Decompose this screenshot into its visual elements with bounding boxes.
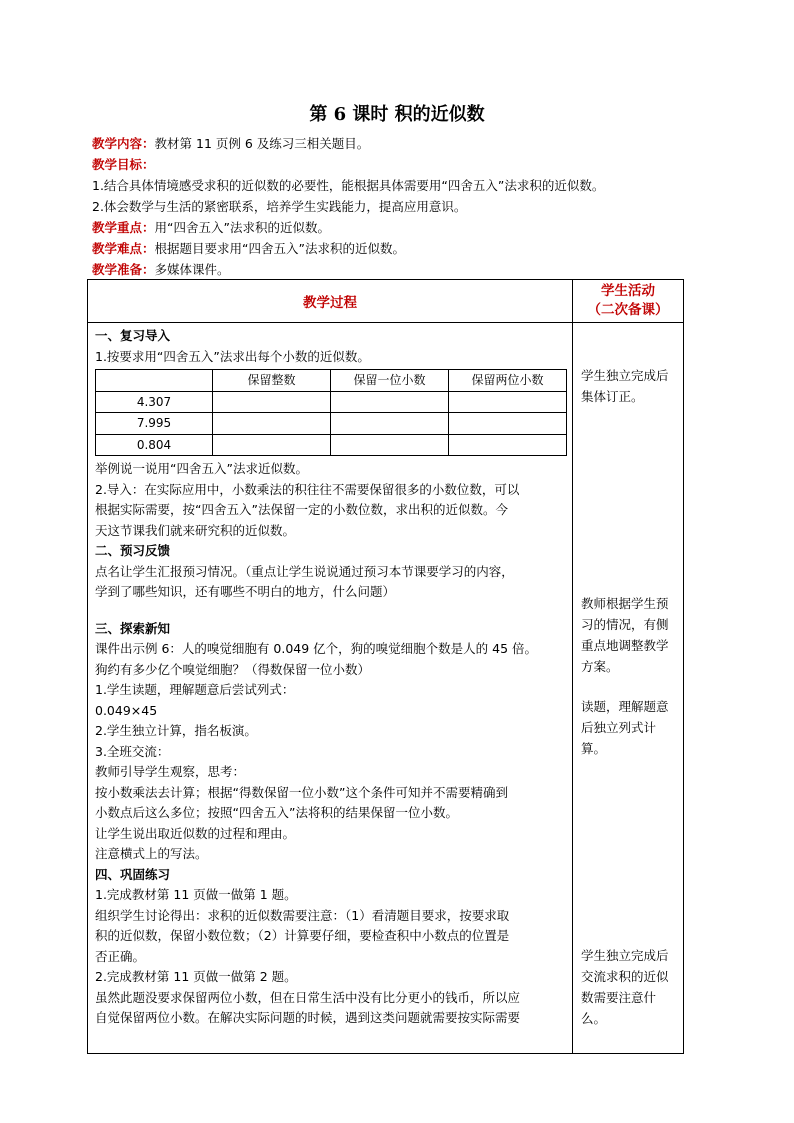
explore-line3: 1.学生读题，理解题意后尝试列式：	[95, 682, 295, 697]
review-line4: 根据实际需要，按“四舍五入”法保留一定的小数位数，求出积的近似数。今	[95, 502, 508, 517]
rounding-blank-cell	[449, 413, 567, 435]
rounding-header-cell: 保留一位小数	[331, 370, 449, 392]
practice-heading: 四、巩固练习	[95, 866, 171, 882]
process-content	[88, 323, 572, 1029]
rounding-blank-cell	[213, 434, 331, 456]
rounding-blank-cell	[331, 391, 449, 413]
side-note-3: 读题，理解题意后独立列式计算。	[581, 699, 669, 756]
rounding-header-cell	[96, 370, 213, 392]
review-line3: 2.导入：在实际应用中，小数乘法的积往往不需要保留很多的小数位数，可以	[95, 481, 520, 497]
practice-line7: 自觉保留两位小数。在解决实际问题的时候，遇到这类问题就需要按实际需要	[95, 1010, 521, 1025]
header-process: 教学过程	[88, 280, 573, 323]
preview-line1: 点名让学生汇报预习情况。（重点让学生说说通过预习本节课要学习的内容，	[95, 563, 514, 579]
rounding-header-cell: 保留两位小数	[449, 370, 567, 392]
meta-difficulty	[92, 239, 692, 258]
table-row	[96, 413, 567, 435]
key-label: 教学重点：	[92, 220, 155, 235]
rounding-blank-cell	[213, 413, 331, 435]
explore-line1: 课件出示例 6：人的嗅觉细胞有 0.049 亿个，狗的嗅觉细胞个数是人的 45 倍。	[95, 641, 538, 656]
meta-goal-1: 1.结合具体情境感受求积的近似数的必要性，能根据具体需要用“四舍五入”法求积的近似数。	[92, 178, 605, 193]
side-note-2: 教师根据学生预习的情况，有侧重点地调整教学方案。	[581, 596, 669, 674]
rounding-row-value: 7.995	[96, 413, 213, 435]
meta-content	[92, 134, 692, 153]
rounding-row-value: 0.804	[96, 434, 213, 456]
explore-line4: 0.049×45	[95, 702, 158, 718]
practice-line6: 虽然此题没要求保留两位小数，但在日常生活中没有比分更小的钱币，所以应	[95, 989, 521, 1005]
rounding-blank-cell	[331, 434, 449, 456]
explore-line9: 小数点后这么多位；按照“四舍五入”法将积的结果保留一位小数。	[95, 805, 458, 820]
side-note-4: 学生独立完成后交流求积的近似数需要注意什么。	[581, 948, 669, 1026]
process-cell	[88, 323, 573, 1054]
rounding-blank-cell	[213, 391, 331, 413]
preview-line2: 学到了哪些知识，还有哪些不明白的地方，什么问题）	[95, 584, 396, 599]
header-activity	[573, 280, 684, 323]
lesson-table	[87, 279, 684, 1054]
activity-cell	[573, 323, 684, 1054]
meta-goal-2: 2.体会数学与生活的紧密联系，培养学生实践能力，提高应用意识。	[92, 199, 467, 214]
goal-label: 教学目标：	[92, 157, 155, 172]
content-label: 教学内容：	[92, 136, 155, 151]
header-activity-line1: 学生活动	[601, 283, 655, 299]
meta-goal-label	[92, 155, 692, 174]
key-text: 用“四舍五入”法求积的近似数。	[154, 220, 330, 235]
rounding-blank-cell	[331, 413, 449, 435]
rounding-table-header	[96, 370, 567, 392]
preview-heading: 二、预习反馈	[95, 543, 171, 558]
explore-line7: 教师引导学生观察，思考：	[95, 764, 246, 779]
review-line5: 天这节课我们就来研究积的近似数。	[95, 522, 296, 538]
rounding-blank-cell	[449, 434, 567, 456]
spacer	[95, 603, 566, 619]
side-note-1: 学生独立完成后集体订正。	[581, 368, 669, 404]
explore-line10: 让学生说出取近似数的过程和理由。	[95, 825, 296, 841]
table-row	[96, 391, 567, 413]
meta-prep	[92, 260, 692, 279]
review-line1: 1.按要求用“四舍五入”法求出每个小数的近似数。	[95, 348, 370, 364]
explore-line8: 按小数乘法去计算；根据“得数保留一位小数”这个条件可知并不需要精确到	[95, 784, 508, 800]
explore-line6: 3.全班交流：	[95, 743, 170, 759]
table-row	[96, 434, 567, 456]
header-activity-line2: （二次备课）	[587, 302, 669, 318]
explore-line5: 2.学生独立计算，指名板演。	[95, 723, 257, 738]
review-heading: 一、复习导入	[95, 328, 171, 343]
difficulty-label: 教学难点：	[92, 241, 155, 256]
rounding-blank-cell	[449, 391, 567, 413]
page-title: 第 6 课时 积的近似数	[309, 104, 485, 125]
review-line2: 举例说一说用“四舍五入”法求近似数。	[95, 461, 308, 476]
practice-line4: 否正确。	[95, 948, 146, 964]
explore-line2: 狗约有多少亿个嗅觉细胞？（得数保留一位小数）	[95, 661, 371, 677]
practice-line1: 1.完成教材第 11 页做一做第 1 题。	[95, 887, 297, 902]
activity-notes	[573, 323, 683, 1053]
practice-line5: 2.完成教材第 11 页做一做第 2 题。	[95, 969, 297, 984]
practice-line3: 积的近似数，保留小数位数；（2）计算要仔细，要检查积中小数点的位置是	[95, 928, 510, 943]
explore-heading: 三、探索新知	[95, 620, 171, 636]
explore-line11: 注意横式上的写法。	[95, 846, 208, 861]
prep-text: 多媒体课件。	[154, 262, 230, 277]
prep-label: 教学准备：	[92, 262, 155, 277]
practice-line2: 组织学生讨论得出：求积的近似数需要注意：（1）看清题目要求，按要求取	[95, 907, 510, 923]
content-text: 教材第 11 页例 6 及练习三相关题目。	[154, 136, 370, 151]
meta-key	[92, 218, 692, 237]
rounding-row-value: 4.307	[96, 391, 213, 413]
difficulty-text: 根据题目要求用“四舍五入”法求积的近似数。	[154, 241, 405, 256]
rounding-header-cell: 保留整数	[213, 370, 331, 392]
rounding-table	[95, 369, 567, 456]
